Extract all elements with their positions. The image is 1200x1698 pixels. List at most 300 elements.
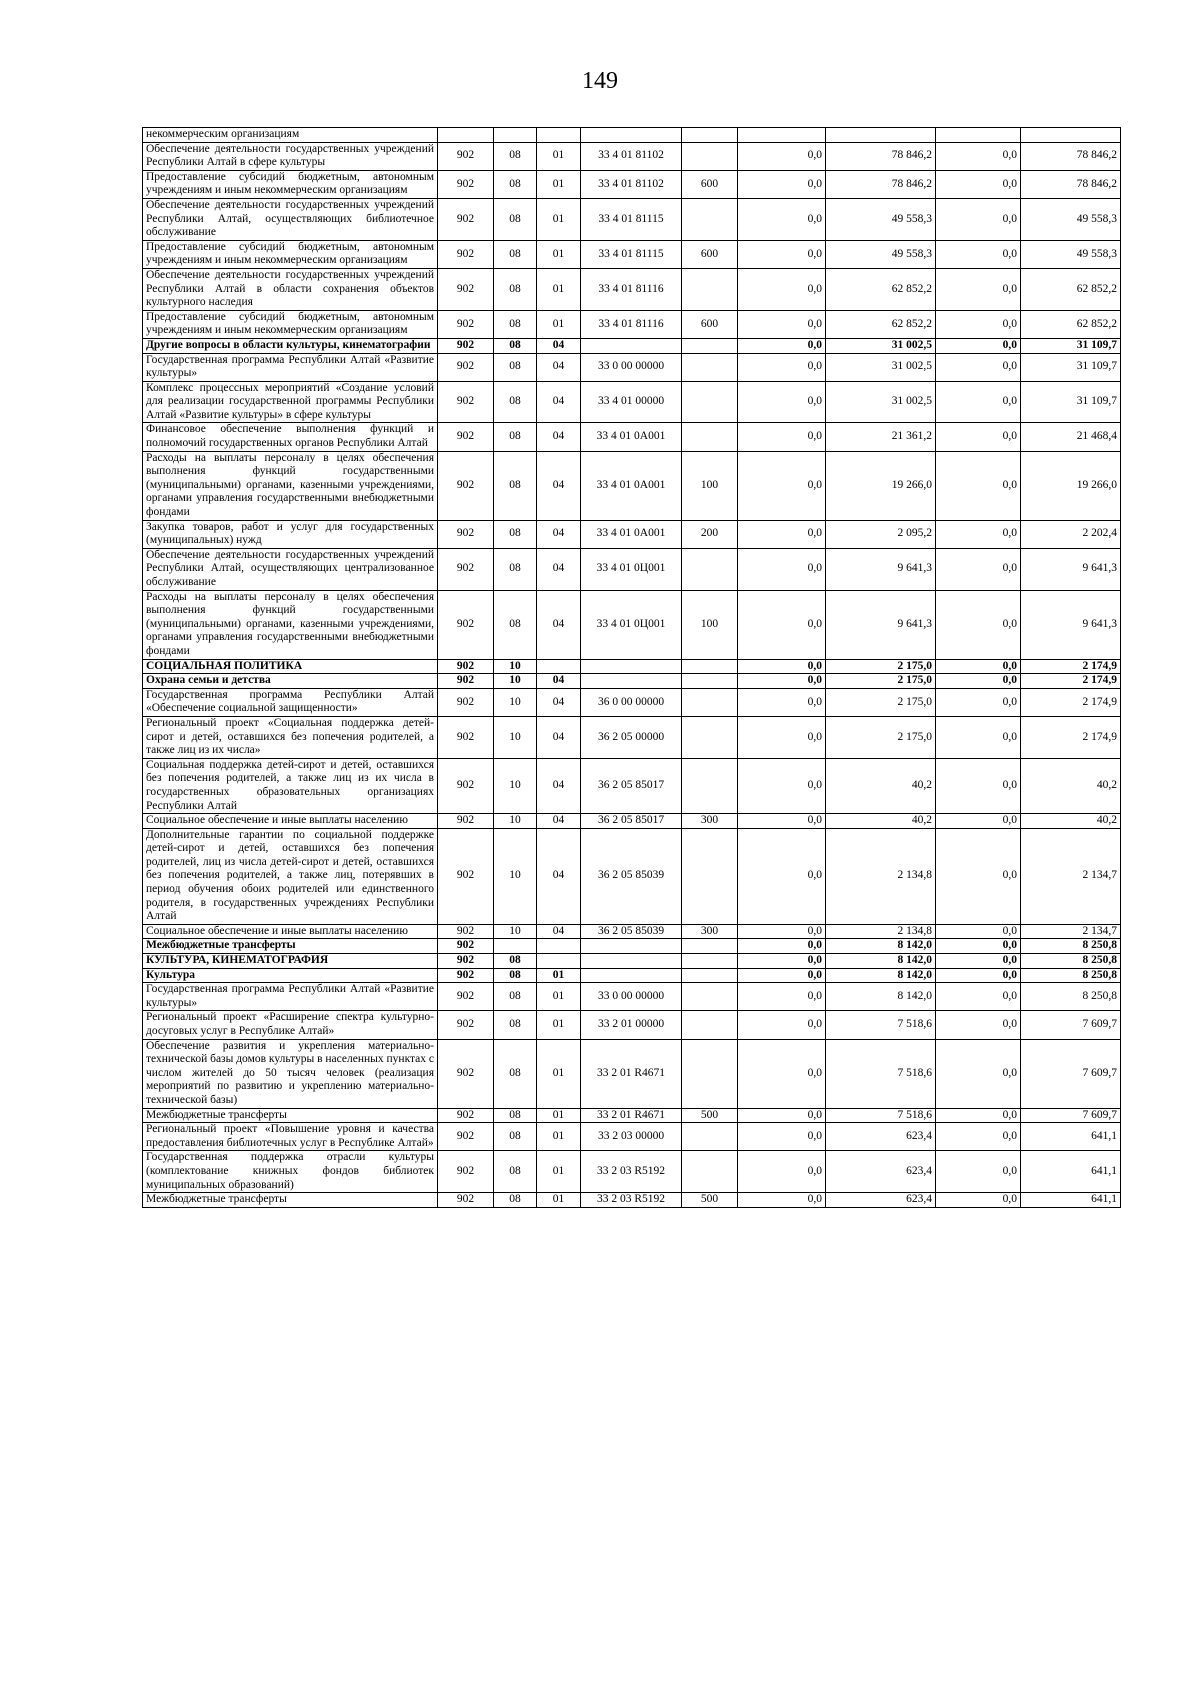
cell-section: 10 xyxy=(494,659,537,674)
cell-amount-3: 0,0 xyxy=(936,1123,1021,1151)
cell-grbs: 902 xyxy=(438,590,494,659)
cell-subsection: 04 xyxy=(537,688,581,716)
cell-subsection: 01 xyxy=(537,240,581,268)
cell-amount-2: 62 852,2 xyxy=(826,268,936,310)
cell-grbs: 902 xyxy=(438,381,494,423)
cell-amount-3: 0,0 xyxy=(936,1011,1021,1039)
cell-expense-type: 300 xyxy=(682,924,738,939)
cell-target-article: 33 4 01 0А001 xyxy=(581,451,682,520)
cell-amount-3: 0,0 xyxy=(936,924,1021,939)
cell-target-article xyxy=(581,338,682,353)
cell-grbs: 902 xyxy=(438,674,494,689)
cell-expense-type xyxy=(682,659,738,674)
cell-name: Государственная программа Республики Алтай «Развитие культуры» xyxy=(143,983,438,1011)
cell-amount-2: 8 142,0 xyxy=(826,983,936,1011)
table-row xyxy=(143,590,1121,659)
cell-amount-4: 8 250,8 xyxy=(1021,939,1121,954)
cell-amount-1: 0,0 xyxy=(738,1039,826,1108)
table-row xyxy=(143,954,1121,969)
table-row xyxy=(143,983,1121,1011)
table-row xyxy=(143,1108,1121,1123)
cell-section: 10 xyxy=(494,758,537,813)
cell-section: 08 xyxy=(494,983,537,1011)
cell-expense-type xyxy=(682,688,738,716)
cell-amount-1: 0,0 xyxy=(738,381,826,423)
cell-amount-4: 2 174,9 xyxy=(1021,659,1121,674)
cell-amount-2: 31 002,5 xyxy=(826,353,936,381)
cell-name: Обеспечение деятельности государственных учреждений Республики Алтай в сфере культуры xyxy=(143,142,438,170)
cell-target-article: 36 2 05 00000 xyxy=(581,716,682,758)
cell-amount-1: 0,0 xyxy=(738,1123,826,1151)
cell-grbs: 902 xyxy=(438,310,494,338)
cell-amount-4: 31 109,7 xyxy=(1021,338,1121,353)
cell-grbs: 902 xyxy=(438,1108,494,1123)
table-row xyxy=(143,1011,1121,1039)
cell-subsection: 04 xyxy=(537,828,581,924)
cell-expense-type xyxy=(682,268,738,310)
cell-grbs: 902 xyxy=(438,954,494,969)
cell-subsection: 01 xyxy=(537,142,581,170)
cell-section: 08 xyxy=(494,142,537,170)
cell-amount-4: 7 609,7 xyxy=(1021,1039,1121,1108)
cell-amount-2: 8 142,0 xyxy=(826,939,936,954)
table-row xyxy=(143,310,1121,338)
cell-amount-1: 0,0 xyxy=(738,939,826,954)
table-row xyxy=(143,128,1121,143)
cell-expense-type: 100 xyxy=(682,590,738,659)
cell-target-article: 36 2 05 85039 xyxy=(581,828,682,924)
cell-amount-1: 0,0 xyxy=(738,814,826,829)
table-row xyxy=(143,1039,1121,1108)
cell-subsection: 04 xyxy=(537,381,581,423)
cell-target-article: 33 4 01 0А001 xyxy=(581,520,682,548)
cell-subsection: 01 xyxy=(537,983,581,1011)
cell-subsection: 01 xyxy=(537,268,581,310)
cell-amount-4: 641,1 xyxy=(1021,1151,1121,1193)
cell-section: 10 xyxy=(494,828,537,924)
table-row xyxy=(143,939,1121,954)
cell-grbs: 902 xyxy=(438,338,494,353)
cell-amount-3: 0,0 xyxy=(936,310,1021,338)
cell-amount-4: 21 468,4 xyxy=(1021,423,1121,451)
cell-target-article xyxy=(581,674,682,689)
cell-amount-1: 0,0 xyxy=(738,983,826,1011)
cell-name: Социальное обеспечение и иные выплаты населению xyxy=(143,924,438,939)
cell-name: Обеспечение деятельности государственных учреждений Республики Алтай в области сохранения объектов культурного наследия xyxy=(143,268,438,310)
cell-amount-4: 2 202,4 xyxy=(1021,520,1121,548)
cell-amount-3: 0,0 xyxy=(936,381,1021,423)
cell-amount-1: 0,0 xyxy=(738,198,826,240)
cell-grbs: 902 xyxy=(438,1011,494,1039)
cell-amount-3: 0,0 xyxy=(936,353,1021,381)
table-row xyxy=(143,520,1121,548)
cell-name: Межбюджетные трансферты xyxy=(143,939,438,954)
cell-section: 08 xyxy=(494,520,537,548)
cell-subsection: 04 xyxy=(537,353,581,381)
cell-amount-3: 0,0 xyxy=(936,828,1021,924)
cell-amount-1: 0,0 xyxy=(738,968,826,983)
cell-subsection xyxy=(537,954,581,969)
cell-target-article: 33 4 01 81116 xyxy=(581,310,682,338)
cell-amount-2: 49 558,3 xyxy=(826,240,936,268)
cell-subsection xyxy=(537,659,581,674)
cell-amount-4: 78 846,2 xyxy=(1021,170,1121,198)
table-row xyxy=(143,268,1121,310)
cell-name: Культура xyxy=(143,968,438,983)
cell-amount-2: 9 641,3 xyxy=(826,548,936,590)
cell-subsection: 01 xyxy=(537,1039,581,1108)
cell-grbs: 902 xyxy=(438,451,494,520)
cell-target-article: 33 4 01 81115 xyxy=(581,198,682,240)
cell-amount-2: 7 518,6 xyxy=(826,1108,936,1123)
cell-amount-1: 0,0 xyxy=(738,716,826,758)
cell-expense-type xyxy=(682,423,738,451)
cell-expense-type xyxy=(682,674,738,689)
cell-amount-1: 0,0 xyxy=(738,828,826,924)
cell-amount-2: 7 518,6 xyxy=(826,1011,936,1039)
table-row xyxy=(143,828,1121,924)
cell-expense-type xyxy=(682,1039,738,1108)
cell-amount-3: 0,0 xyxy=(936,814,1021,829)
cell-amount-3: 0,0 xyxy=(936,758,1021,813)
cell-grbs: 902 xyxy=(438,1039,494,1108)
cell-amount-3: 0,0 xyxy=(936,198,1021,240)
cell-amount-2: 40,2 xyxy=(826,758,936,813)
cell-target-article: 33 4 01 0А001 xyxy=(581,423,682,451)
cell-expense-type xyxy=(682,1123,738,1151)
table-row xyxy=(143,716,1121,758)
cell-grbs: 902 xyxy=(438,1193,494,1208)
cell-amount-4: 641,1 xyxy=(1021,1193,1121,1208)
cell-amount-4: 2 134,7 xyxy=(1021,924,1121,939)
cell-amount-4: 31 109,7 xyxy=(1021,381,1121,423)
cell-amount-4 xyxy=(1021,128,1121,143)
cell-grbs: 902 xyxy=(438,353,494,381)
cell-section: 08 xyxy=(494,353,537,381)
cell-section xyxy=(494,128,537,143)
cell-target-article: 36 2 05 85017 xyxy=(581,758,682,813)
cell-amount-3 xyxy=(936,128,1021,143)
table-body xyxy=(143,128,1121,1208)
cell-expense-type xyxy=(682,954,738,969)
cell-grbs: 902 xyxy=(438,170,494,198)
cell-amount-4: 40,2 xyxy=(1021,814,1121,829)
cell-section: 08 xyxy=(494,968,537,983)
cell-amount-3: 0,0 xyxy=(936,688,1021,716)
cell-grbs: 902 xyxy=(438,268,494,310)
cell-target-article: 36 2 05 85039 xyxy=(581,924,682,939)
cell-amount-2: 2 175,0 xyxy=(826,688,936,716)
cell-grbs: 902 xyxy=(438,814,494,829)
cell-target-article xyxy=(581,659,682,674)
cell-amount-1: 0,0 xyxy=(738,170,826,198)
cell-section: 10 xyxy=(494,814,537,829)
cell-section: 08 xyxy=(494,954,537,969)
cell-amount-3: 0,0 xyxy=(936,939,1021,954)
table-row xyxy=(143,924,1121,939)
table-row xyxy=(143,170,1121,198)
cell-name: Региональный проект «Расширение спектра культурно-досуговых услуг в Республике Алтай» xyxy=(143,1011,438,1039)
cell-target-article: 33 4 01 00000 xyxy=(581,381,682,423)
cell-grbs: 902 xyxy=(438,423,494,451)
table-row xyxy=(143,758,1121,813)
cell-subsection: 04 xyxy=(537,924,581,939)
table-row xyxy=(143,688,1121,716)
table-row xyxy=(143,240,1121,268)
cell-target-article: 33 2 01 R4671 xyxy=(581,1039,682,1108)
cell-expense-type: 500 xyxy=(682,1193,738,1208)
cell-amount-2: 49 558,3 xyxy=(826,198,936,240)
cell-target-article xyxy=(581,968,682,983)
cell-expense-type: 300 xyxy=(682,814,738,829)
cell-amount-4: 62 852,2 xyxy=(1021,268,1121,310)
cell-subsection xyxy=(537,128,581,143)
cell-amount-3: 0,0 xyxy=(936,716,1021,758)
cell-amount-3: 0,0 xyxy=(936,1151,1021,1193)
cell-amount-3: 0,0 xyxy=(936,590,1021,659)
cell-amount-3: 0,0 xyxy=(936,268,1021,310)
cell-section: 10 xyxy=(494,688,537,716)
cell-amount-4: 62 852,2 xyxy=(1021,310,1121,338)
cell-name: Расходы на выплаты персоналу в целях обеспечения выполнения функций государственными (муниципальными) органами, казенными учреждениями, органами управления государственными внебюджетными фондами xyxy=(143,451,438,520)
cell-amount-3: 0,0 xyxy=(936,659,1021,674)
cell-amount-1: 0,0 xyxy=(738,674,826,689)
cell-expense-type xyxy=(682,828,738,924)
cell-amount-2: 8 142,0 xyxy=(826,954,936,969)
cell-section: 08 xyxy=(494,1123,537,1151)
cell-name: Дополнительные гарантии по социальной поддержке детей-сирот и детей, оставшихся без попечения родителей, лиц из числа детей-сирот и детей, оставшихся без попечения родителей, а также лиц, потерявших в период обучения обоих родителей или единственного родителя, в государственных учреждениях Республики Алтай xyxy=(143,828,438,924)
cell-amount-3: 0,0 xyxy=(936,142,1021,170)
cell-subsection: 04 xyxy=(537,548,581,590)
cell-amount-1: 0,0 xyxy=(738,338,826,353)
cell-name: Закупка товаров, работ и услуг для государственных (муниципальных) нужд xyxy=(143,520,438,548)
cell-amount-4: 8 250,8 xyxy=(1021,983,1121,1011)
cell-amount-2: 623,4 xyxy=(826,1151,936,1193)
cell-amount-2: 21 361,2 xyxy=(826,423,936,451)
cell-grbs: 902 xyxy=(438,198,494,240)
cell-amount-1: 0,0 xyxy=(738,924,826,939)
cell-name: Обеспечение развития и укрепления материально-технической базы домов культуры в населенных пунктах с числом жителей до 50 тысяч человек (реализация мероприятий по развитию и укреплению материально-технической базы) xyxy=(143,1039,438,1108)
cell-amount-3: 0,0 xyxy=(936,954,1021,969)
table-row xyxy=(143,1123,1121,1151)
cell-amount-2: 78 846,2 xyxy=(826,142,936,170)
table-row xyxy=(143,674,1121,689)
cell-subsection: 04 xyxy=(537,590,581,659)
cell-name: Охрана семьи и детства xyxy=(143,674,438,689)
cell-amount-3: 0,0 xyxy=(936,1039,1021,1108)
cell-amount-4: 2 174,9 xyxy=(1021,688,1121,716)
cell-target-article: 33 2 03 00000 xyxy=(581,1123,682,1151)
cell-amount-2: 62 852,2 xyxy=(826,310,936,338)
cell-expense-type xyxy=(682,968,738,983)
cell-amount-4: 19 266,0 xyxy=(1021,451,1121,520)
cell-amount-2: 2 134,8 xyxy=(826,828,936,924)
cell-amount-2: 2 175,0 xyxy=(826,674,936,689)
cell-subsection: 01 xyxy=(537,170,581,198)
cell-amount-4: 49 558,3 xyxy=(1021,240,1121,268)
cell-expense-type xyxy=(682,353,738,381)
cell-amount-2: 31 002,5 xyxy=(826,381,936,423)
cell-amount-3: 0,0 xyxy=(936,338,1021,353)
cell-amount-2: 19 266,0 xyxy=(826,451,936,520)
cell-target-article: 33 2 03 R5192 xyxy=(581,1151,682,1193)
cell-amount-1: 0,0 xyxy=(738,451,826,520)
cell-amount-4: 78 846,2 xyxy=(1021,142,1121,170)
table-row xyxy=(143,451,1121,520)
cell-amount-2: 8 142,0 xyxy=(826,968,936,983)
cell-expense-type xyxy=(682,142,738,170)
table-row xyxy=(143,1193,1121,1208)
cell-amount-3: 0,0 xyxy=(936,983,1021,1011)
cell-subsection: 04 xyxy=(537,338,581,353)
cell-subsection: 04 xyxy=(537,758,581,813)
cell-name: Региональный проект «Повышение уровня и качества предоставления библиотечных услуг в Республике Алтай» xyxy=(143,1123,438,1151)
cell-grbs xyxy=(438,128,494,143)
cell-grbs: 902 xyxy=(438,142,494,170)
cell-amount-4: 641,1 xyxy=(1021,1123,1121,1151)
table-row xyxy=(143,548,1121,590)
cell-expense-type: 600 xyxy=(682,240,738,268)
cell-section: 08 xyxy=(494,381,537,423)
table-row xyxy=(143,142,1121,170)
cell-section: 08 xyxy=(494,423,537,451)
cell-subsection: 04 xyxy=(537,716,581,758)
cell-amount-1: 0,0 xyxy=(738,310,826,338)
cell-amount-4: 49 558,3 xyxy=(1021,198,1121,240)
cell-expense-type xyxy=(682,198,738,240)
cell-expense-type xyxy=(682,939,738,954)
cell-section: 08 xyxy=(494,310,537,338)
cell-target-article xyxy=(581,954,682,969)
cell-target-article: 33 0 00 00000 xyxy=(581,353,682,381)
cell-amount-4: 7 609,7 xyxy=(1021,1011,1121,1039)
cell-amount-2 xyxy=(826,128,936,143)
cell-target-article: 36 2 05 85017 xyxy=(581,814,682,829)
cell-name: Социальное обеспечение и иные выплаты населению xyxy=(143,814,438,829)
cell-amount-1: 0,0 xyxy=(738,1011,826,1039)
table-row xyxy=(143,338,1121,353)
cell-target-article: 36 0 00 00000 xyxy=(581,688,682,716)
cell-amount-3: 0,0 xyxy=(936,170,1021,198)
cell-grbs: 902 xyxy=(438,659,494,674)
cell-expense-type xyxy=(682,1151,738,1193)
cell-section: 08 xyxy=(494,198,537,240)
table-row xyxy=(143,198,1121,240)
cell-name: Обеспечение деятельности государственных учреждений Республики Алтай, осуществляющих централизованное обслуживание xyxy=(143,548,438,590)
cell-amount-1 xyxy=(738,128,826,143)
cell-subsection: 04 xyxy=(537,423,581,451)
cell-name: Государственная программа Республики Алтай «Обеспечение социальной защищенности» xyxy=(143,688,438,716)
cell-grbs: 902 xyxy=(438,520,494,548)
cell-expense-type: 100 xyxy=(682,451,738,520)
cell-name: Другие вопросы в области культуры, кинематографии xyxy=(143,338,438,353)
cell-amount-3: 0,0 xyxy=(936,968,1021,983)
table-row xyxy=(143,353,1121,381)
cell-name: Государственная программа Республики Алтай «Развитие культуры» xyxy=(143,353,438,381)
cell-amount-1: 0,0 xyxy=(738,590,826,659)
cell-section: 10 xyxy=(494,716,537,758)
cell-expense-type xyxy=(682,983,738,1011)
cell-amount-3: 0,0 xyxy=(936,1108,1021,1123)
cell-section: 08 xyxy=(494,548,537,590)
cell-target-article: 33 4 01 0Ц001 xyxy=(581,590,682,659)
cell-amount-4: 8 250,8 xyxy=(1021,954,1121,969)
cell-amount-4: 8 250,8 xyxy=(1021,968,1121,983)
cell-amount-4: 9 641,3 xyxy=(1021,590,1121,659)
cell-subsection: 01 xyxy=(537,1193,581,1208)
cell-subsection xyxy=(537,939,581,954)
cell-name: Обеспечение деятельности государственных учреждений Республики Алтай, осуществляющих библиотечное обслуживание xyxy=(143,198,438,240)
cell-grbs: 902 xyxy=(438,924,494,939)
cell-amount-4: 2 174,9 xyxy=(1021,716,1121,758)
cell-grbs: 902 xyxy=(438,939,494,954)
cell-subsection: 01 xyxy=(537,1011,581,1039)
cell-name: Финансовое обеспечение выполнения функций и полномочий государственных органов Республики Алтай xyxy=(143,423,438,451)
cell-subsection: 04 xyxy=(537,814,581,829)
cell-subsection: 04 xyxy=(537,451,581,520)
table-row xyxy=(143,381,1121,423)
cell-grbs: 902 xyxy=(438,758,494,813)
cell-section: 08 xyxy=(494,451,537,520)
cell-grbs: 902 xyxy=(438,716,494,758)
cell-subsection: 01 xyxy=(537,310,581,338)
cell-target-article: 33 4 01 81115 xyxy=(581,240,682,268)
cell-amount-1: 0,0 xyxy=(738,423,826,451)
cell-subsection: 01 xyxy=(537,198,581,240)
cell-expense-type xyxy=(682,381,738,423)
cell-amount-2: 9 641,3 xyxy=(826,590,936,659)
cell-amount-4: 31 109,7 xyxy=(1021,353,1121,381)
cell-expense-type: 200 xyxy=(682,520,738,548)
cell-amount-4: 7 609,7 xyxy=(1021,1108,1121,1123)
cell-amount-1: 0,0 xyxy=(738,240,826,268)
cell-amount-1: 0,0 xyxy=(738,1108,826,1123)
cell-grbs: 902 xyxy=(438,688,494,716)
cell-amount-2: 623,4 xyxy=(826,1123,936,1151)
cell-target-article: 33 4 01 0Ц001 xyxy=(581,548,682,590)
cell-expense-type: 600 xyxy=(682,170,738,198)
cell-target-article: 33 2 01 R4671 xyxy=(581,1108,682,1123)
cell-amount-1: 0,0 xyxy=(738,659,826,674)
cell-amount-2: 2 095,2 xyxy=(826,520,936,548)
cell-section: 08 xyxy=(494,1193,537,1208)
cell-section: 08 xyxy=(494,1108,537,1123)
cell-amount-1: 0,0 xyxy=(738,142,826,170)
cell-amount-2: 2 175,0 xyxy=(826,716,936,758)
table-row xyxy=(143,814,1121,829)
cell-section: 08 xyxy=(494,1151,537,1193)
cell-grbs: 902 xyxy=(438,1123,494,1151)
cell-expense-type: 600 xyxy=(682,310,738,338)
cell-amount-3: 0,0 xyxy=(936,520,1021,548)
cell-subsection: 04 xyxy=(537,674,581,689)
cell-name: некоммерческим организациям xyxy=(143,128,438,143)
cell-amount-2: 7 518,6 xyxy=(826,1039,936,1108)
cell-amount-1: 0,0 xyxy=(738,1151,826,1193)
cell-subsection: 04 xyxy=(537,520,581,548)
cell-grbs: 902 xyxy=(438,983,494,1011)
cell-amount-4: 2 134,7 xyxy=(1021,828,1121,924)
cell-expense-type xyxy=(682,716,738,758)
cell-amount-2: 2 134,8 xyxy=(826,924,936,939)
cell-amount-4: 40,2 xyxy=(1021,758,1121,813)
cell-section: 08 xyxy=(494,170,537,198)
cell-target-article: 33 2 03 R5192 xyxy=(581,1193,682,1208)
cell-amount-2: 2 175,0 xyxy=(826,659,936,674)
cell-name: СОЦИАЛЬНАЯ ПОЛИТИКА xyxy=(143,659,438,674)
cell-grbs: 902 xyxy=(438,828,494,924)
cell-amount-1: 0,0 xyxy=(738,1193,826,1208)
